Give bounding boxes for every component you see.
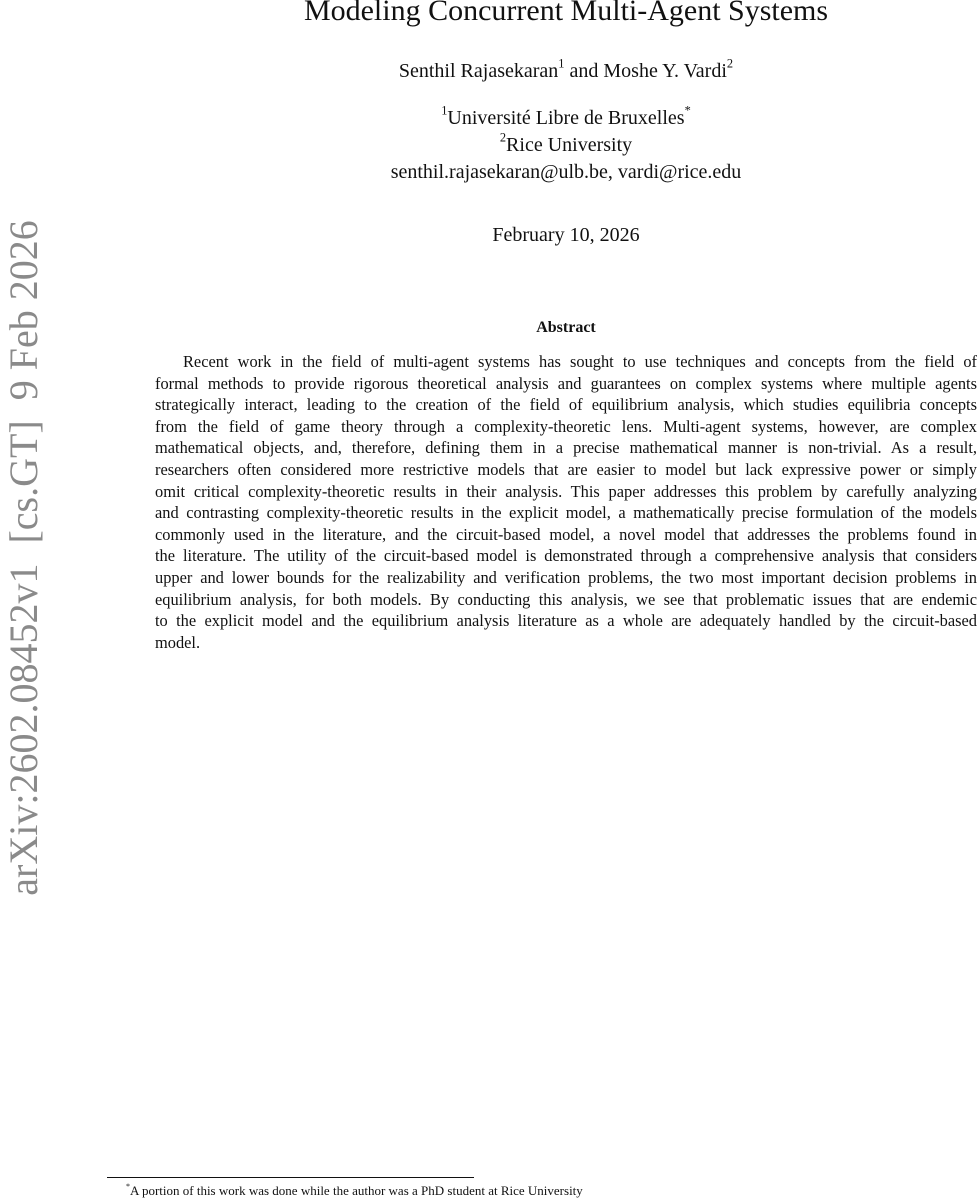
abstract-line: omit critical complexity-theoretic results in their analysis. This paper addresses this problem by carefully analyzing (155, 481, 977, 501)
author-name: Moshe Y. Vardi (603, 60, 727, 82)
abstract-line: upper and lower bounds for the realizability and verification problems, the two most important decision problems in (155, 567, 977, 587)
affiliation-mark: 1 (558, 56, 565, 71)
footnote-mark: * (126, 1181, 131, 1191)
abstract-heading: Abstract (536, 319, 596, 336)
arxiv-stamp: arXiv:2602.08452v1 [cs.GT] 9 Feb 2026 (1, 220, 46, 896)
affiliation-mark: 2 (499, 130, 507, 145)
abstract-body (155, 351, 977, 653)
author-emails: senthil.rajasekaran@ulb.be, vardi@rice.edu (390, 161, 742, 183)
author-separator: and (564, 60, 604, 82)
paper-date: February 10, 2026 (492, 224, 640, 246)
affiliation (155, 130, 977, 157)
abstract-line: from the field of game theory through a complexity-theoretic lens. Multi-agent systems, however, are complex (155, 416, 977, 436)
abstract-line: researchers often considered more restrictive models that are easier to model but lack expressive power or simply (155, 459, 977, 479)
footnote-mark: * (684, 103, 691, 118)
abstract-line: mathematical objects, and, therefore, defining them in a precise mathematical manner is non-trivial. As a result, (155, 438, 977, 458)
affiliation (155, 103, 977, 130)
abstract-line: the literature. The utility of the circuit-based model is demonstrated through a comprehensive analysis that considers (155, 546, 977, 566)
affiliation-mark: 2 (726, 56, 734, 71)
affiliation-mark: 1 (441, 103, 448, 118)
abstract-line: to the explicit model and the equilibrium analysis literature as a whole are adequately handled by the circuit-based (155, 611, 977, 631)
abstract-line: strategically interact, leading to the creation of the field of equilibrium analysis, which studies equilibria concepts (155, 395, 977, 415)
author-name: Senthil Rajasekaran (398, 60, 559, 82)
abstract-line: commonly used in the literature, and the circuit-based model, a novel model that addresses the problems found in (155, 524, 977, 544)
abstract-line: formal methods to provide rigorous theoretical analysis and guarantees on complex systems where multiple agents (155, 373, 977, 393)
abstract-line: model. (155, 632, 201, 652)
abstract-line: Recent work in the field of multi-agent systems has sought to use techniques and concepts from the field of (183, 352, 977, 371)
footnote (126, 1183, 583, 1199)
affiliation-name: Rice University (506, 134, 633, 156)
abstract-line: and contrasting complexity-theoretic results in the explicit model, a mathematically precise formulation of the models (155, 503, 977, 523)
footnote-text: A portion of this work was done while the author was a PhD student at Rice University (130, 1183, 583, 1198)
affiliation-name: Université Libre de Bruxelles (447, 107, 685, 129)
paper-title: Modeling Concurrent Multi-Agent Systems (303, 0, 829, 27)
authors (155, 56, 977, 83)
footnote-rule (107, 1177, 474, 1178)
abstract-line: equilibrium analysis, for both models. By conducting this analysis, we see that problematic issues that are endemic (155, 589, 977, 609)
